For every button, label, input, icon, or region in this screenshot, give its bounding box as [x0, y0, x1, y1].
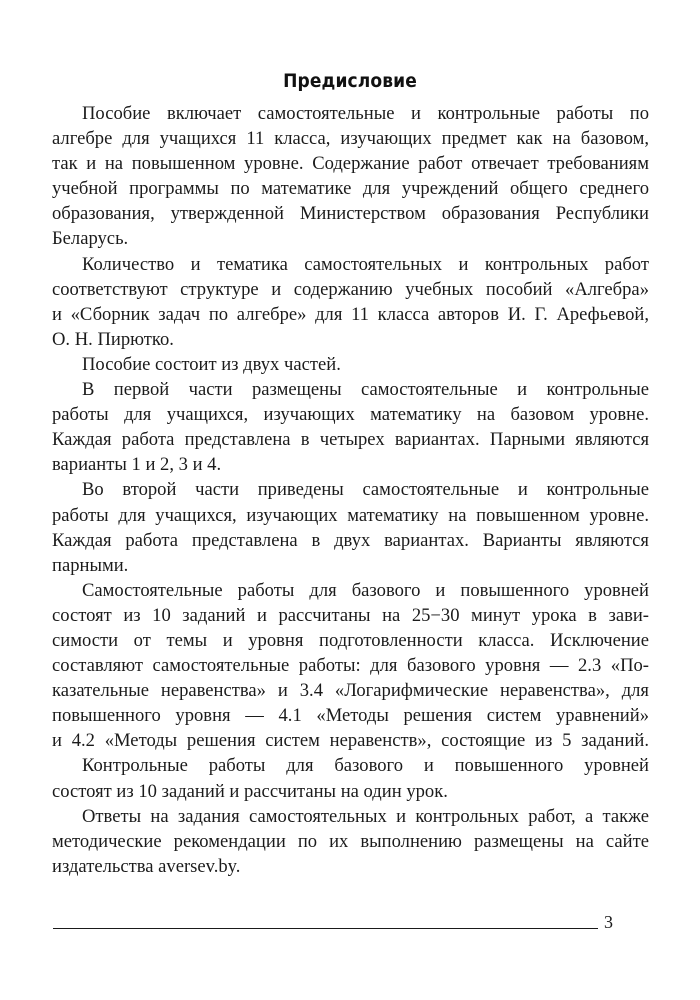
- paragraph: [52, 101, 649, 252]
- text-line: и 4.2 «Методы решения систем неравенств», состоящие из 5 заданий.: [52, 730, 649, 752]
- text-line: Контрольные работы для базового и повышенного уровней: [82, 755, 649, 777]
- text-line: варианты 1 и 2, 3 и 4.: [52, 454, 222, 476]
- text-line: Пособие включает самостоятельные и контрольные работы по: [82, 103, 649, 124]
- text-line: образования, утвержденной Министерством образования Республики: [52, 203, 649, 225]
- paragraph: [52, 578, 649, 754]
- paragraph: [52, 477, 649, 577]
- text-line: методические рекомендации по их выполнению размещены на сайте: [52, 830, 649, 852]
- text-line: состоят из 10 заданий и рассчитаны на 25−30 минут урока в зави-: [52, 604, 649, 626]
- text-line: Количество и тематика самостоятельных и контрольных работ: [82, 253, 649, 275]
- paragraph: [52, 753, 649, 803]
- text-line: и «Сборник задач по алгебре» для 11 класса авторов И. Г. Арефьевой,: [52, 303, 649, 325]
- text-line: состоят из 10 заданий и рассчитаны на один урок.: [52, 780, 448, 802]
- text-line: составляют самостоятельные работы: для базового уровня — 2.3 «По-: [52, 655, 649, 677]
- body-text-block: [52, 101, 649, 879]
- text-line: так и на повышенном уровне. Содержание работ отвечает требованиям: [52, 153, 649, 175]
- paragraph: [52, 252, 649, 352]
- text-line: учебной программы по математике для учреждений общего среднего: [52, 178, 649, 200]
- text-line: парными.: [52, 554, 129, 576]
- text-line: В первой части размещены самостоятельные и контрольные: [82, 379, 649, 401]
- text-line: Каждая работа представлена в четырех вариантах. Парными являются: [52, 429, 649, 451]
- text-line: алгебре для учащихся 11 класса, изучающих предмет как на базовом,: [52, 128, 649, 150]
- text-line: симости от темы и уровня подготовленности класса. Исключение: [52, 629, 649, 651]
- text-line: казательные неравенства» и 3.4 «Логарифмические неравенства», для: [52, 680, 649, 702]
- text-line: Пособие состоит из двух частей.: [82, 353, 341, 375]
- text-line: О. Н. Пирютко.: [52, 328, 174, 350]
- text-line: Во второй части приведены самостоятельные и контрольные: [82, 479, 649, 501]
- text-line: работы для учащихся, изучающих математику на базовом уровне.: [52, 404, 649, 426]
- page-number: 3: [604, 912, 613, 932]
- footer-divider: [53, 928, 598, 929]
- text-line: издательства aversev.by.: [52, 855, 241, 877]
- paragraph: [52, 804, 649, 879]
- text-line: соответствуют структуре и содержанию учебных пособий «Алгебра»: [52, 278, 649, 300]
- text-line: повышенного уровня — 4.1 «Методы решения систем уравнений»: [52, 705, 649, 727]
- text-line: Каждая работа представлена в двух вариантах. Варианты являются: [52, 529, 649, 551]
- text-line: Ответы на задания самостоятельных и контрольных работ, а также: [82, 805, 649, 827]
- paragraph: [52, 377, 649, 477]
- paragraph: [52, 352, 649, 377]
- text-line: Самостоятельные работы для базового и повышенного уровней: [82, 579, 649, 601]
- text-line: Беларусь.: [52, 228, 129, 250]
- page-title: Предисловие: [283, 69, 417, 92]
- text-line: работы для учащихся, изучающих математику на повышенном уровне.: [52, 504, 649, 526]
- page-footer: [0, 908, 700, 948]
